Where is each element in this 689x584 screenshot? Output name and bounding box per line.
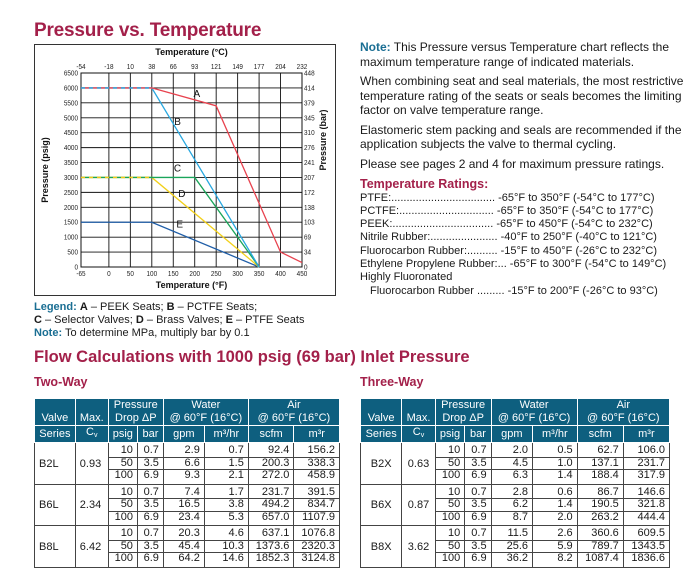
mpa-note-label: Note: (34, 327, 63, 339)
table-cell: 1852.3 (248, 553, 294, 568)
max-cv: 0.93 (75, 443, 108, 485)
water-condition: @ 60°F (16°C) (497, 412, 571, 424)
note-paragraph-3: Elastomeric stem packing and seals are recommended if the application subjects the valve to thermal cycling. (360, 122, 682, 151)
rating-highly-fluoronated: Fluorocarbon Rubber ......... -15°F to 200°F (-26°C to 93°C) (370, 284, 658, 297)
table-cell: 10 (108, 526, 137, 541)
col-air-header (248, 399, 339, 426)
col-max-header: Max. (402, 399, 435, 426)
valve-series: B8X (361, 526, 402, 568)
max-cv: 2.34 (75, 484, 108, 526)
table-cell: 6.9 (137, 511, 163, 526)
valve-group (361, 443, 670, 485)
x-axis-title: Temperature (°F) (155, 280, 228, 290)
table-cell: 190.5 (577, 499, 623, 512)
legend-text-c: – Selector Valves; (41, 314, 136, 326)
table-row (35, 526, 340, 541)
rating-ethylene-propylene: Ethylene Propylene Rubber:... -65°F to 300°F (-54°C to 149°C) (360, 257, 667, 270)
water-label: Water (519, 399, 549, 411)
table-cell: 789.7 (577, 540, 623, 553)
x-tick-label: 50 (126, 270, 134, 279)
mpa-note-text: To determine MPa, multiply bar by 0.1 (62, 327, 250, 339)
table-cell: 8.7 (491, 511, 532, 526)
table-cell: 8.2 (533, 553, 578, 568)
series-label-a: A (193, 88, 201, 100)
col-cv-header (75, 426, 108, 443)
x-tick-label: 300 (232, 270, 243, 279)
table-cell: 458.9 (294, 470, 340, 485)
valve-group (361, 526, 670, 568)
table-cell: 10 (435, 443, 465, 458)
y-tick-label: 1000 (63, 234, 78, 242)
header-row-2 (361, 426, 670, 443)
table-cell: 321.8 (623, 499, 669, 512)
table-cell: 4.5 (491, 457, 532, 470)
table-row (361, 443, 670, 458)
y2-tick-label: 241 (304, 159, 315, 168)
table-cell: 2.1 (204, 470, 248, 485)
valve-series: B2L (35, 443, 76, 485)
table-cell: 11.5 (491, 526, 532, 541)
table-cell: 137.1 (577, 457, 623, 470)
table-cell: 3124.8 (294, 553, 340, 568)
header-row-1 (35, 399, 340, 426)
table-cell: 100 (435, 553, 465, 568)
x-tick-label: 0 (107, 270, 111, 279)
water-label: Water (191, 399, 221, 411)
table-cell: 1107.9 (294, 511, 340, 526)
valve-series: B8L (35, 526, 76, 568)
table-cell: 10.3 (204, 540, 248, 553)
flow-section-title: Flow Calculations with 1000 psig (69 bar) Inlet Pressure (34, 348, 470, 366)
x-tick-label: 350 (253, 270, 265, 279)
cv-label: C (412, 426, 421, 438)
col-cv-header (402, 426, 435, 443)
table-cell: 50 (435, 540, 465, 553)
air-label: Air (616, 399, 631, 411)
table-cell: 3.8 (204, 499, 248, 512)
table-cell: 338.3 (294, 457, 340, 470)
table-cell: 263.2 (577, 511, 623, 526)
y-tick-label: 6500 (63, 70, 78, 78)
air-label: Air (287, 399, 301, 411)
table-cell: 5.9 (533, 540, 578, 553)
table-cell: 1087.4 (577, 553, 623, 568)
rating-highly-fluoronated-label: Highly Fluoronated (360, 271, 453, 284)
valve-group (361, 484, 670, 526)
table-cell: 14.6 (204, 553, 248, 568)
y-tick-label: 3000 (63, 174, 78, 183)
table-cell: 3.5 (465, 499, 491, 512)
table-cell: 2320.3 (294, 540, 340, 553)
y2-tick-label: 103 (304, 219, 315, 227)
table-cell: 657.0 (248, 511, 294, 526)
table-row (35, 443, 340, 458)
y-tick-label: 3500 (63, 159, 78, 168)
rating-fluorocarbon: Fluorocarbon Rubber:.......... -15°F to 450°F (-26°C to 232°C) (360, 244, 657, 257)
col-valve-header: Valve (35, 399, 76, 426)
table-cell: 146.6 (623, 484, 669, 499)
pressure-label: Pressure (441, 399, 486, 411)
table-cell: 10 (108, 484, 137, 499)
pressure-label: Pressure (113, 399, 158, 411)
legend-text-a: – PEEK Seats; (87, 301, 167, 313)
table-cell: 1076.8 (294, 526, 340, 541)
legend-text-b: – PCTFE Seats; (174, 301, 258, 313)
rating-nitrile: Nitrile Rubber:...................... -40°F to 250°F (-40°C to 121°C) (360, 231, 657, 244)
x-tick-label: 100 (146, 270, 158, 279)
table-cell: 3.5 (137, 457, 163, 470)
temperature-ratings-title: Temperature Ratings: (360, 177, 489, 191)
table-cell: 156.2 (294, 443, 340, 458)
table-cell: 834.7 (294, 499, 340, 512)
drop-label: Drop ΔP (442, 412, 484, 424)
table-cell: 2.8 (491, 484, 532, 499)
table-cell: 50 (435, 457, 465, 470)
table-cell: 6.2 (491, 499, 532, 512)
table-cell: 1.7 (204, 484, 248, 499)
max-cv: 3.62 (402, 526, 435, 568)
table-cell: 9.3 (163, 470, 204, 485)
col-m3r-header: m³r (623, 426, 669, 443)
legend-text-e: – PTFE Seats (232, 314, 305, 326)
table-cell: 100 (108, 553, 137, 568)
y2-tick-label: 310 (304, 129, 315, 138)
table-cell: 25.6 (491, 540, 532, 553)
table-cell: 2.9 (163, 443, 204, 458)
note-paragraph-2: When combining seat and seal materials, the most restrictive temperature rating of the seats or seals becomes the limiting factor on valve temperature range. (360, 74, 684, 117)
table-cell: 50 (435, 499, 465, 512)
legend-key-e: E (225, 314, 233, 326)
col-psig-header: psig (108, 426, 137, 443)
x2-tick-label: 93 (191, 63, 199, 72)
table-cell: 6.6 (163, 457, 204, 470)
table-cell: 100 (435, 470, 465, 485)
table-cell: 6.9 (465, 470, 491, 485)
table-cell: 106.0 (623, 443, 669, 458)
series-label-e: E (176, 219, 184, 231)
x2-tick-label: 66 (169, 63, 177, 72)
table-row (361, 484, 670, 499)
table-cell: 64.2 (163, 553, 204, 568)
table-cell: 86.7 (577, 484, 623, 499)
legend-key-c: C (34, 314, 42, 326)
table-cell: 62.7 (577, 443, 623, 458)
note-text: This Pressure versus Temperature chart reflects the maximum temperature range of indicated materials. (360, 40, 670, 69)
table-cell: 231.7 (623, 457, 669, 470)
y2-tick-label: 69 (304, 234, 312, 242)
y2-tick-label: 207 (304, 174, 315, 183)
table-cell: 0.7 (465, 484, 491, 499)
legend-key-b: B (166, 301, 175, 313)
x-tick-label: 200 (189, 270, 201, 279)
table-cell: 10 (435, 526, 465, 541)
series-label-c: C (173, 163, 182, 175)
plot-area (81, 73, 302, 267)
table-cell: 100 (108, 470, 137, 485)
x-tick-label: 150 (167, 270, 179, 279)
table-cell: 0.7 (465, 526, 491, 541)
table-cell: 50 (108, 499, 137, 512)
table-cell: 1.0 (533, 457, 578, 470)
x2-tick-label: -18 (104, 63, 114, 72)
header-row-1 (361, 399, 670, 426)
y-tick-label: 2000 (63, 204, 78, 212)
air-condition: @ 60°F (16°C) (587, 412, 660, 424)
rating-pctfe: PCTFE:............................... -65°F to 350°F (-54°C to 177°C) (360, 204, 654, 217)
table-cell: 100 (435, 511, 465, 526)
valve-group (35, 484, 340, 526)
col-gpm-header: gpm (163, 426, 204, 443)
col-bar-header: bar (137, 426, 163, 443)
max-cv: 0.87 (402, 484, 435, 526)
col-water-header (491, 399, 577, 426)
table-cell: 0.7 (465, 443, 491, 458)
col-m3hr-header: m³/hr (204, 426, 248, 443)
pressure-temperature-chart (34, 44, 336, 296)
y-tick-label: 5000 (63, 114, 78, 123)
x2-tick-label: 38 (148, 63, 156, 72)
y2-tick-label: 34 (304, 249, 312, 257)
x-tick-label: 450 (296, 270, 308, 279)
table-cell: 6.9 (137, 553, 163, 568)
three-way-flow-table (360, 398, 670, 568)
header-row-2 (35, 426, 340, 443)
series-label-d: D (178, 188, 186, 200)
page-title: Pressure vs. Temperature (34, 20, 262, 41)
table-cell: 609.5 (623, 526, 669, 541)
col-scfm-header: scfm (248, 426, 294, 443)
col-water-header (163, 399, 248, 426)
y-tick-label: 5500 (63, 99, 78, 108)
valve-group (35, 443, 340, 485)
table-cell: 6.3 (491, 470, 532, 485)
table-cell: 200.3 (248, 457, 294, 470)
table-cell: 1836.6 (623, 553, 669, 568)
x2-tick-label: 10 (126, 63, 134, 72)
x2-tick-label: 177 (253, 63, 265, 72)
rating-ptfe: PTFE:.................................. -65°F to 350°F (-54°C to 177°C) (360, 191, 655, 204)
y-tick-label: 6000 (63, 85, 78, 93)
col-gpm-header: gpm (491, 426, 532, 443)
notes-panel (360, 40, 685, 298)
col-pressure-header (435, 399, 491, 426)
table-cell: 2.6 (533, 526, 578, 541)
x-tick-label: 400 (275, 270, 286, 279)
valve-group (35, 526, 340, 568)
table-cell: 3.5 (137, 499, 163, 512)
table-cell: 272.0 (248, 470, 294, 485)
table-cell: 2.0 (533, 511, 578, 526)
table-cell: 0.7 (137, 484, 163, 499)
drop-label: Drop ΔP (115, 412, 157, 424)
table-cell: 45.4 (163, 540, 204, 553)
x2-tick-label: 149 (232, 63, 243, 72)
note-label: Note: (360, 40, 391, 54)
rating-peek: PEEK:................................. -65°F to 450°F (-54°C to 232°C) (360, 218, 653, 231)
chart-legend (34, 301, 354, 340)
table-cell: 1.4 (533, 499, 578, 512)
legend-text-d: – Brass Valves; (143, 314, 226, 326)
col-series-header: Series (361, 426, 402, 443)
table-cell: 1373.6 (248, 540, 294, 553)
x2-axis-title: Temperature (°C) (155, 47, 228, 57)
table-cell: 3.5 (465, 457, 491, 470)
x-tick-label: -65 (76, 270, 86, 279)
table-cell: 188.4 (577, 470, 623, 485)
col-scfm-header: scfm (577, 426, 623, 443)
table-cell: 10 (435, 484, 465, 499)
x2-tick-label: 232 (296, 63, 308, 72)
water-condition: @ 60°F (16°C) (169, 412, 243, 424)
col-m3hr-header: m³/hr (533, 426, 578, 443)
table-cell: 444.4 (623, 511, 669, 526)
col-m3r-header: m³r (294, 426, 340, 443)
max-cv: 0.63 (402, 443, 435, 485)
table-row (361, 526, 670, 541)
table-cell: 3.5 (137, 540, 163, 553)
table-cell: 494.2 (248, 499, 294, 512)
y2-tick-label: 172 (304, 189, 315, 198)
legend-key-a: A (79, 301, 88, 313)
legend-key-d: D (135, 314, 144, 326)
cv-label: C (86, 426, 94, 438)
y-tick-label: 4000 (63, 144, 78, 153)
air-condition: @ 60°F (16°C) (257, 412, 331, 424)
table-cell: 6.9 (465, 553, 491, 568)
table-cell: 6.9 (465, 511, 491, 526)
table-cell: 0.6 (533, 484, 578, 499)
x2-tick-label: 121 (210, 63, 222, 72)
y2-tick-label: 414 (304, 85, 315, 93)
cv-subscript: v (420, 432, 425, 439)
cv-subscript: v (93, 432, 98, 439)
table-cell: 0.7 (137, 526, 163, 541)
table-cell: 3.5 (465, 540, 491, 553)
y-axis-title: Pressure (psig) (40, 137, 50, 203)
x2-tick-label: 204 (275, 63, 286, 72)
col-max-header: Max. (75, 399, 108, 426)
table-row (35, 484, 340, 499)
table-cell: 1.4 (533, 470, 578, 485)
y2-tick-label: 448 (304, 70, 315, 78)
valve-series: B6L (35, 484, 76, 526)
table-cell: 7.4 (163, 484, 204, 499)
table-cell: 391.5 (294, 484, 340, 499)
table-cell: 16.5 (163, 499, 204, 512)
table-cell: 0.7 (204, 443, 248, 458)
two-way-title: Two-Way (34, 375, 88, 389)
y2-tick-label: 276 (304, 144, 315, 153)
note-paragraph-4: Please see pages 2 and 4 for maximum pressure ratings. (360, 156, 665, 171)
table-cell: 10 (108, 443, 137, 458)
two-way-flow-table (34, 398, 340, 568)
y2-tick-label: 379 (304, 99, 315, 108)
table-cell: 637.1 (248, 526, 294, 541)
table-cell: 0.5 (533, 443, 578, 458)
col-psig-header: psig (435, 426, 465, 443)
table-cell: 50 (108, 540, 137, 553)
col-bar-header: bar (465, 426, 491, 443)
table-cell: 231.7 (248, 484, 294, 499)
y2-tick-label: 345 (304, 114, 315, 123)
y2-axis-title: Pressure (bar) (318, 109, 328, 171)
series-label-b: B (174, 117, 181, 129)
col-air-header (577, 399, 669, 426)
max-cv: 6.42 (75, 526, 108, 568)
x-tick-label: 250 (210, 270, 222, 279)
col-valve-header: Valve (361, 399, 402, 426)
three-way-title: Three-Way (360, 375, 424, 389)
y-tick-label: 0 (74, 264, 78, 272)
table-cell: 4.6 (204, 526, 248, 541)
table-cell: 1343.5 (623, 540, 669, 553)
y-tick-label: 2500 (63, 189, 78, 198)
table-cell: 360.6 (577, 526, 623, 541)
note-paragraph-1 (360, 40, 685, 69)
table-cell: 0.7 (137, 443, 163, 458)
legend-label: Legend: (34, 301, 77, 313)
col-pressure-header (108, 399, 163, 426)
valve-series: B6X (361, 484, 402, 526)
table-cell: 1.5 (204, 457, 248, 470)
y-tick-label: 500 (67, 249, 78, 257)
table-cell: 23.4 (163, 511, 204, 526)
table-cell: 2.0 (491, 443, 532, 458)
col-series-header: Series (35, 426, 76, 443)
y-tick-label: 1500 (63, 219, 78, 227)
table-cell: 317.9 (623, 470, 669, 485)
valve-series: B2X (361, 443, 402, 485)
table-cell: 92.4 (248, 443, 294, 458)
y2-tick-label: 0 (304, 264, 308, 272)
table-cell: 50 (108, 457, 137, 470)
y2-tick-label: 138 (304, 204, 315, 212)
table-cell: 100 (108, 511, 137, 526)
x2-tick-label: -54 (76, 63, 86, 72)
table-cell: 6.9 (137, 470, 163, 485)
y-tick-label: 4500 (63, 129, 78, 138)
table-cell: 20.3 (163, 526, 204, 541)
table-cell: 5.3 (204, 511, 248, 526)
table-cell: 36.2 (491, 553, 532, 568)
